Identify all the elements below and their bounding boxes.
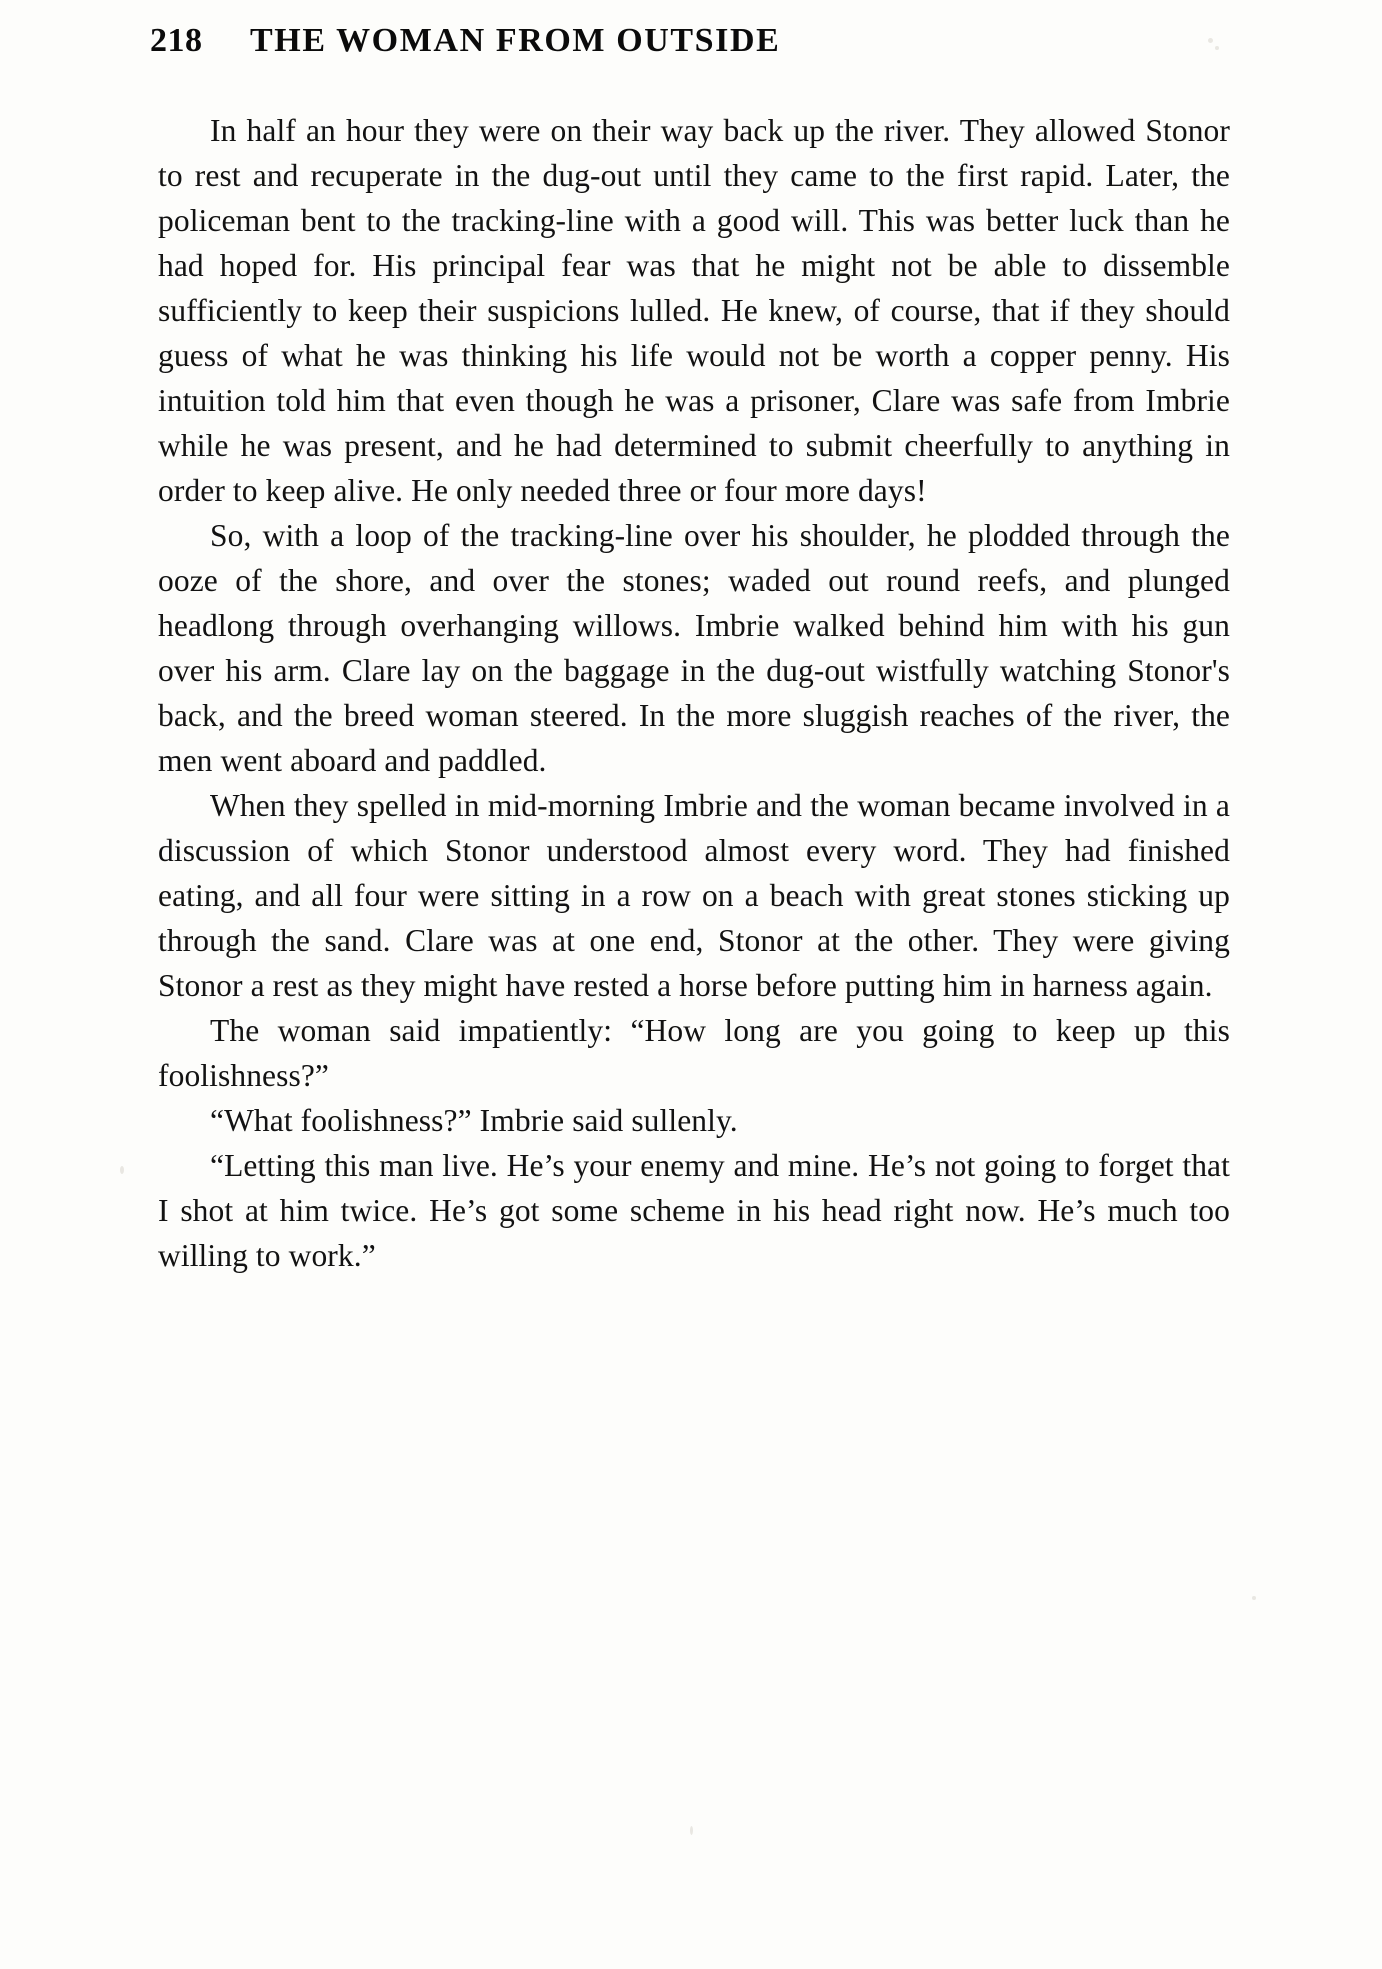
paragraph: When they spelled in mid-morning Imbrie and the woman became involved in a discussion of which Stonor understood almost every word. They had finished eating, and all four were sitting in a row on a beach with great stones sticking up through the sand. Clare was at one end, Stonor at the other. They were giving Stonor a rest as they might have rested a horse before putting him in harness again.: [158, 788, 1230, 1003]
paragraph: So, with a loop of the tracking-line over his shoulder, he plodded through the ooze of the shore, and over the stones; waded out round reefs, and plunged headlong through overhanging willows. Imbrie walked behind him with his gun over his arm. Clare lay on the baggage in the dug-out wistfully watching Stonor's back, and the breed woman steered. In the more sluggish reaches of the river, the men went aboard and paddled.: [158, 518, 1230, 778]
running-title: THE WOMAN FROM OUTSIDE: [250, 22, 781, 59]
paragraph: In half an hour they were on their way back up the river. They allowed Stonor to rest and recuperate in the dug-out until they came to the first rapid. Later, the policeman bent to the tracking-line with a good will. This was better luck than he had hoped for. His principal fear was that he might not be able to dissemble sufficiently to keep their suspicions lulled. He knew, of course, that if they should guess of what he was thinking his life would not be worth a copper penny. His intuition told him that even though he was a prisoner, Clare was safe from Imbrie while he was present, and he had determined to submit cheerfully to anything in order to keep alive. He only needed three or four more days!: [158, 113, 1230, 508]
paragraph: “What foolishness?” Imbrie said sullenly.: [210, 1103, 738, 1138]
paper-speckle: [1252, 1596, 1256, 1600]
page-header: [150, 22, 1240, 70]
paper-speckle: [690, 1826, 693, 1835]
paragraph: “Letting this man live. He’s your enemy and mine. He’s not going to forget that I shot at him twice. He’s got some scheme in his head right now. He’s much too willing to work.”: [158, 1148, 1230, 1273]
body-text: [158, 108, 1230, 1278]
paragraph: The woman said impatiently: “How long are you going to keep up this foolishness?”: [158, 1013, 1230, 1093]
page-number: 218: [150, 22, 203, 59]
paper-speckle: [120, 1166, 124, 1174]
